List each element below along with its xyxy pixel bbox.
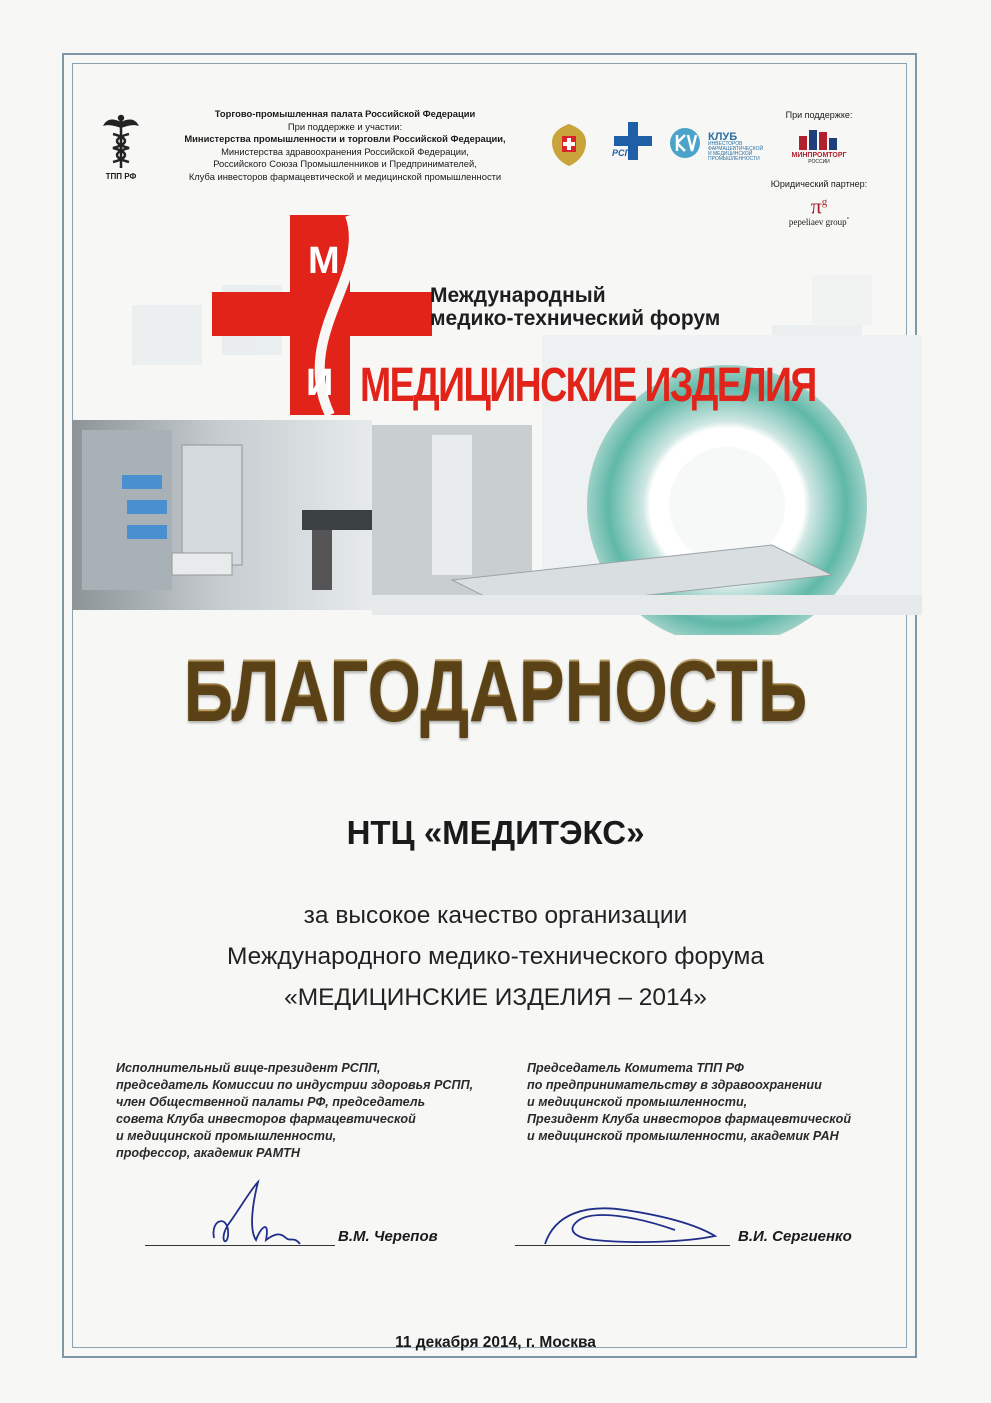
pepeliaev-logo-name: pepeliaev group° <box>788 217 850 228</box>
organizer-line: Министерства здравоохранения Российской Федерации, <box>221 145 469 157</box>
left-signatory-name: В.М. Черепов <box>338 1228 438 1245</box>
signatory-title-line: профессор, академик РАМТН <box>116 1146 300 1160</box>
russian-coat-of-arms-icon <box>548 120 590 168</box>
caduceus-icon <box>101 112 141 170</box>
minpromtorg-sub: РОССИИ <box>808 159 830 165</box>
award-recipient: НТЦ «МЕДИТЭКС» <box>346 814 645 851</box>
signatory-title-line: Президент Клуба инвесторов фармацевтической <box>527 1112 852 1126</box>
pepeliaev-logo-mark: $\pi^g$ <box>810 193 828 219</box>
signatory-title-line: Исполнительный вице-президент РСПП, <box>116 1061 381 1075</box>
signatory-title-line: и медицинской промышленности, <box>527 1095 748 1109</box>
reason-line: за высокое качество организации <box>303 902 688 929</box>
left-handwritten-signature <box>200 1178 320 1258</box>
tpp-logo-caption: ТПП РФ <box>105 172 137 181</box>
organizer-line: Клуба инвесторов фармацевтической и медицинской промышленности <box>188 170 502 182</box>
forum-title-line1: Международный <box>430 284 606 307</box>
club-logo-subtitle: ИНВЕСТОРОВ ФАРМАЦЕВТИЧЕСКОЙ И МЕДИЦИНСКОЙ ПРОМЫШЛЕННОСТИ <box>708 141 764 162</box>
signatory-title-line: по предпринимательству в здравоохранении <box>527 1078 822 1092</box>
logo-letter-m: М <box>308 240 340 282</box>
right-signatory-name: В.И. Сергиенко <box>738 1228 852 1245</box>
investors-club-logo <box>668 126 764 166</box>
award-reason <box>0 895 991 1018</box>
signatory-title-line: и медицинской промышленности, <box>116 1129 337 1143</box>
minpromtorg-icon <box>797 128 841 150</box>
rspp-logo-text: РСПП <box>612 148 638 158</box>
signatory-title-line: председатель Комиссии по индустрии здоровья РСПП, <box>116 1078 474 1092</box>
organizer-line: Российского Союза Промышленников и Предпринимателей, <box>213 158 477 170</box>
club-logo-title: КЛУБ ИНВЕСТОРОВ ФАРМАЦЕВТИЧЕСКОЙ И МЕДИЦИНСКОЙ ПРОМЫШЛЕННОСТИ <box>708 131 764 162</box>
forum-title-line2: медико-технический форум <box>430 307 721 330</box>
forum-banner-image <box>72 215 922 635</box>
logo-letter-i: И <box>306 362 334 404</box>
organizer-line: Торгово-промышленная палата Российской Федерации <box>214 108 476 119</box>
rspp-icon <box>608 122 656 166</box>
reason-line: Международного медико-технического форума <box>227 943 764 970</box>
signatory-title-line: Председатель Комитета ТПП РФ <box>527 1061 744 1075</box>
tpp-logo <box>97 112 145 181</box>
forum-name: МЕДИЦИНСКИЕ ИЗДЕЛИЯ <box>360 359 816 412</box>
club-emblem-icon <box>668 126 704 160</box>
legal-partner-label: Юридический партнер: <box>770 179 868 189</box>
minpromtorg-name: МИНПРОМТОРГ <box>791 152 847 159</box>
organizer-line: Министерства промышленности и торговли Российской Федерации, <box>184 133 506 145</box>
organizers-block <box>150 108 540 184</box>
support-block <box>760 110 878 227</box>
reason-line: «МЕДИЦИНСКИЕ ИЗДЕЛИЯ – 2014» <box>284 984 707 1011</box>
date-place: 11 декабря 2014, г. Москва <box>395 1334 596 1351</box>
right-handwritten-signature <box>525 1196 735 1256</box>
rspp-logo <box>608 122 656 171</box>
support-label: При поддержке: <box>785 110 853 120</box>
forum-title <box>430 284 720 330</box>
signatory-title-line: и медицинской промышленности, академик РАН <box>527 1129 839 1143</box>
organizer-line: При поддержке и участии: <box>287 120 403 132</box>
signatory-title-line: член Общественной палаты РФ, председатель <box>116 1095 426 1109</box>
right-signatory-titles <box>527 1060 851 1145</box>
signatory-title-line: совета Клуба инвесторов фармацевтической <box>116 1112 416 1126</box>
minpromtorg-logo <box>784 128 854 165</box>
award-title: БЛАГОДАРНОСТЬ <box>99 640 892 740</box>
left-signatory-titles <box>116 1060 473 1162</box>
